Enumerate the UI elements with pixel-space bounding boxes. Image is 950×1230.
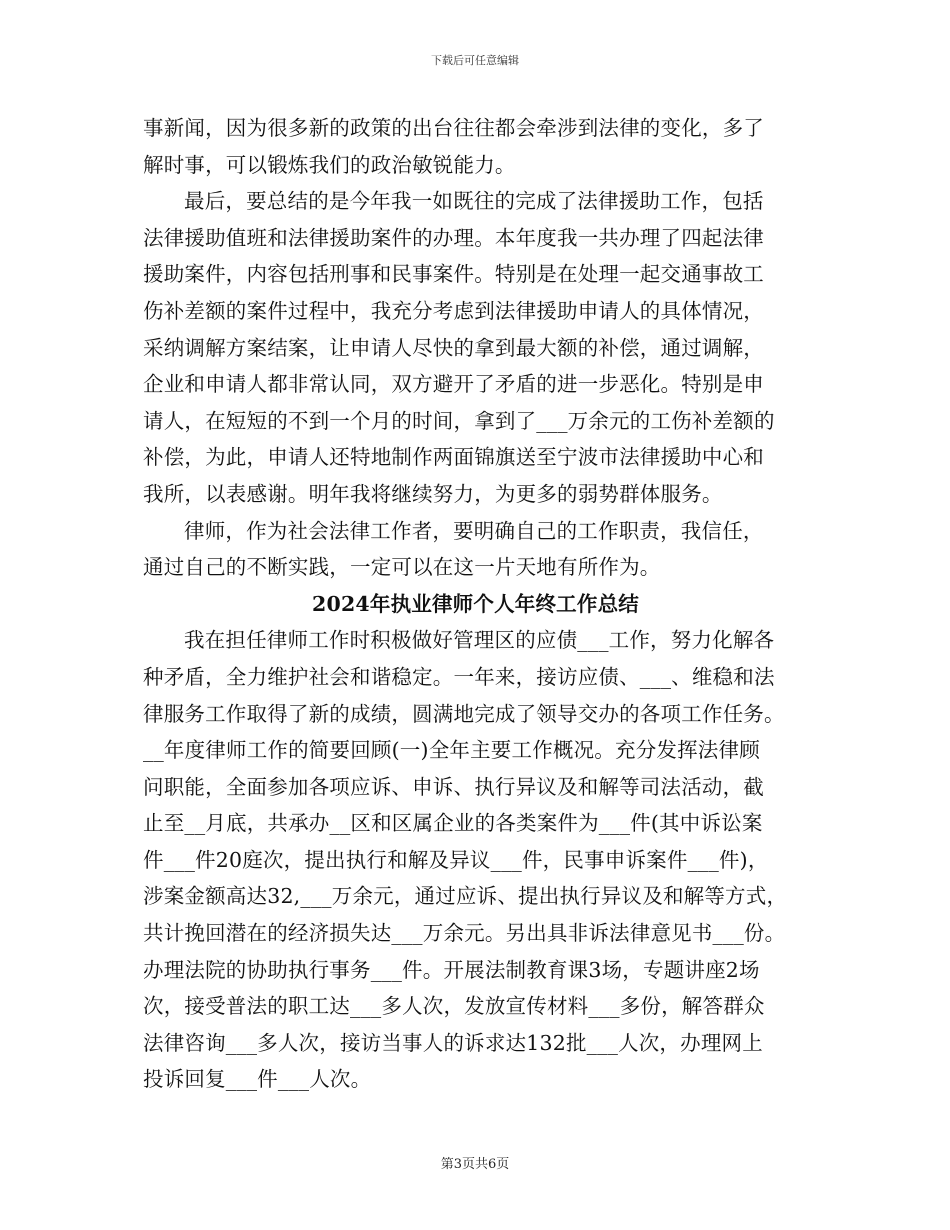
body-line: 次，接受普法的职工达___多人次，发放宣传材料___多份，解答群众 bbox=[143, 994, 765, 1019]
page-header: 下载后可任意编辑 bbox=[431, 54, 519, 67]
body-line: 通过自己的不断实践，一定可以在这一片天地有所作为。 bbox=[143, 555, 661, 580]
body-line: 企业和申请人都非常认同，双方避开了矛盾的进一步恶化。特别是申 bbox=[143, 372, 764, 397]
body-line: 问职能，全面参加各项应诉、申诉、执行异议及和解等司法活动，截 bbox=[143, 774, 764, 799]
body-line: 请人，在短短的不到一个月的时间，拿到了___万余元的工伤补差额的 bbox=[143, 408, 775, 433]
body-line: 件___件20庭次，提出执行和解及异议___件，民事申诉案件___件)， bbox=[143, 847, 769, 872]
document-body bbox=[143, 110, 808, 1098]
body-line: 援助案件，内容包括刑事和民事案件。特别是在处理一起交通事故工 bbox=[143, 262, 764, 287]
paragraph-start-line: 我在担任律师工作时积极做好管理区的应债___工作，努力化解各 bbox=[184, 628, 775, 653]
paragraph-start-line: 最后，要总结的是今年我一如既往的完成了法律援助工作，包括 bbox=[184, 189, 764, 214]
body-line: 解时事，可以锻炼我们的政治敏锐能力。 bbox=[143, 152, 516, 177]
section-title: 2024年执业律师个人年终工作总结 bbox=[312, 591, 639, 616]
body-line: 共计挽回潜在的经济损失达___万余元。另出具非诉法律意见书___份。 bbox=[143, 921, 786, 946]
body-line: 投诉回复___件___人次。 bbox=[143, 1067, 372, 1092]
body-line: 律服务工作取得了新的成绩，圆满地完成了领导交办的各项工作任务。 bbox=[143, 701, 785, 726]
body-line: 事新闻，因为很多新的政策的出台往往都会牵涉到法律的变化，多了 bbox=[143, 116, 764, 140]
body-line: 补偿，为此，申请人还特地制作两面锦旗送至宁波市法律援助中心和 bbox=[143, 445, 764, 470]
paragraph-start-line: 律师，作为社会法律工作者，要明确自己的工作职责，我信任， bbox=[184, 518, 764, 543]
body-line: 我所，以表感谢。明年我将继续努力，为更多的弱势群体服务。 bbox=[143, 481, 723, 506]
body-line: 办理法院的协助执行事务___件。开展法制教育课3场，专题讲座2场 bbox=[143, 957, 760, 982]
body-line: 伤补差额的案件过程中，我充分考虑到法律援助申请人的具体情况， bbox=[143, 298, 764, 323]
body-line: 法律咨询___多人次，接访当事人的诉求达132批___人次，办理网上 bbox=[143, 1030, 763, 1055]
page-footer: 第3页共6页 bbox=[440, 1157, 510, 1172]
body-line: 止至__月底，共承办__区和区属企业的各类案件为___件(其中诉讼案 bbox=[143, 811, 763, 836]
body-line: 种矛盾，全力维护社会和谐稳定。一年来，接访应债、___、维稳和法 bbox=[143, 664, 775, 689]
body-line: __年度律师工作的简要回顾(一)全年主要工作概况。充分发挥法律顾 bbox=[143, 738, 760, 763]
body-line: 采纳调解方案结案，让申请人尽快的拿到最大额的补偿，通过调解， bbox=[143, 335, 764, 360]
body-line: 涉案金额高达32,___万余元，通过应诉、提出执行异议及和解等方式， bbox=[143, 884, 788, 909]
body-line: 法律援助值班和法律援助案件的办理。本年度我一共办理了四起法律 bbox=[143, 225, 764, 250]
